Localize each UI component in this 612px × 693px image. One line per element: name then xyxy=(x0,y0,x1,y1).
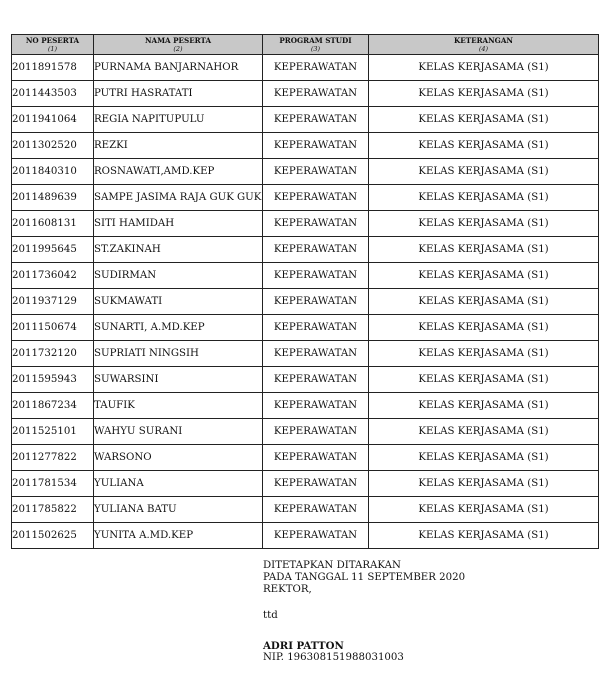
decree-line: DITETAPKAN DITARAKAN xyxy=(263,560,401,571)
cell-keterangan: KELAS KERJASAMA (S1) xyxy=(369,445,599,471)
cell-nama-peserta: SITI HAMIDAH xyxy=(94,211,263,237)
cell-no-peserta: 2011781534 xyxy=(12,471,94,497)
header-label: PROGRAM STUDI xyxy=(279,36,352,45)
table-row xyxy=(12,471,599,497)
table-row xyxy=(12,341,599,367)
header-label: NO PESERTA xyxy=(25,36,80,45)
cell-program-studi: KEPERAWATAN xyxy=(263,107,369,133)
signature-mark: ttd xyxy=(263,610,278,621)
cell-nama-peserta: ROSNAWATI,AMD.KEP xyxy=(94,159,263,185)
cell-keterangan: KELAS KERJASAMA (S1) xyxy=(369,107,599,133)
header-number: (1) xyxy=(47,45,58,53)
table-row xyxy=(12,107,599,133)
cell-program-studi: KEPERAWATAN xyxy=(263,393,369,419)
header-label: NAMA PESERTA xyxy=(144,36,212,45)
participant-table xyxy=(11,34,599,549)
table-row xyxy=(12,393,599,419)
header-number: (4) xyxy=(478,45,489,53)
cell-keterangan: KELAS KERJASAMA (S1) xyxy=(369,419,599,445)
cell-no-peserta: 2011941064 xyxy=(12,107,94,133)
cell-keterangan: KELAS KERJASAMA (S1) xyxy=(369,55,599,81)
cell-program-studi: KEPERAWATAN xyxy=(263,367,369,393)
cell-program-studi: KEPERAWATAN xyxy=(263,133,369,159)
cell-keterangan: KELAS KERJASAMA (S1) xyxy=(369,159,599,185)
cell-no-peserta: 2011443503 xyxy=(12,81,94,107)
cell-program-studi: KEPERAWATAN xyxy=(263,211,369,237)
table-row xyxy=(12,523,599,549)
header-number: (3) xyxy=(310,45,321,53)
cell-nama-peserta: SUPRIATI NINGSIH xyxy=(94,341,263,367)
table-row xyxy=(12,419,599,445)
header-no-peserta xyxy=(12,35,94,55)
cell-no-peserta: 2011785822 xyxy=(12,497,94,523)
cell-nama-peserta: SUNARTI, A.MD.KEP xyxy=(94,315,263,341)
cell-no-peserta: 2011608131 xyxy=(12,211,94,237)
cell-program-studi: KEPERAWATAN xyxy=(263,471,369,497)
cell-nama-peserta: YULIANA xyxy=(94,471,263,497)
cell-keterangan: KELAS KERJASAMA (S1) xyxy=(369,211,599,237)
cell-nama-peserta: WARSONO xyxy=(94,445,263,471)
table-body xyxy=(12,55,599,549)
cell-nama-peserta: SAMPE JASIMA RAJA GUK GUK xyxy=(94,185,263,211)
cell-no-peserta: 2011150674 xyxy=(12,315,94,341)
header-program-studi xyxy=(263,35,369,55)
cell-keterangan: KELAS KERJASAMA (S1) xyxy=(369,497,599,523)
cell-keterangan: KELAS KERJASAMA (S1) xyxy=(369,367,599,393)
cell-keterangan: KELAS KERJASAMA (S1) xyxy=(369,133,599,159)
table-row xyxy=(12,81,599,107)
cell-nama-peserta: SUKMAWATI xyxy=(94,289,263,315)
cell-nama-peserta: PURNAMA BANJARNAHOR xyxy=(94,55,263,81)
cell-nama-peserta: REZKI xyxy=(94,133,263,159)
cell-no-peserta: 2011302520 xyxy=(12,133,94,159)
table-row xyxy=(12,55,599,81)
table-row xyxy=(12,185,599,211)
cell-no-peserta: 2011995645 xyxy=(12,237,94,263)
header-number: (2) xyxy=(173,45,183,53)
cell-no-peserta: 2011277822 xyxy=(12,445,94,471)
cell-nama-peserta: YUNITA A.MD.KEP xyxy=(94,523,263,549)
table-row xyxy=(12,289,599,315)
header-nama-peserta xyxy=(94,35,263,55)
cell-program-studi: KEPERAWATAN xyxy=(263,237,369,263)
cell-program-studi: KEPERAWATAN xyxy=(263,185,369,211)
cell-program-studi: KEPERAWATAN xyxy=(263,289,369,315)
cell-program-studi: KEPERAWATAN xyxy=(263,341,369,367)
cell-nama-peserta: YULIANA BATU xyxy=(94,497,263,523)
cell-no-peserta: 2011732120 xyxy=(12,341,94,367)
cell-program-studi: KEPERAWATAN xyxy=(263,523,369,549)
signer-nip: NIP. 196308151988031003 xyxy=(263,652,404,663)
header-keterangan xyxy=(369,35,599,55)
table-row xyxy=(12,263,599,289)
cell-keterangan: KELAS KERJASAMA (S1) xyxy=(369,393,599,419)
cell-no-peserta: 2011891578 xyxy=(12,55,94,81)
cell-nama-peserta: WAHYU SURANI xyxy=(94,419,263,445)
cell-keterangan: KELAS KERJASAMA (S1) xyxy=(369,185,599,211)
table-row xyxy=(12,159,599,185)
cell-keterangan: KELAS KERJASAMA (S1) xyxy=(369,289,599,315)
cell-program-studi: KEPERAWATAN xyxy=(263,445,369,471)
table-row xyxy=(12,133,599,159)
cell-nama-peserta: TAUFIK xyxy=(94,393,263,419)
cell-nama-peserta: SUWARSINI xyxy=(94,367,263,393)
table-row xyxy=(12,367,599,393)
signer-name: ADRI PATTON xyxy=(263,640,344,652)
signer-title: REKTOR, xyxy=(263,584,312,595)
cell-nama-peserta: PUTRI HASRATATI xyxy=(94,81,263,107)
cell-program-studi: KEPERAWATAN xyxy=(263,81,369,107)
cell-program-studi: KEPERAWATAN xyxy=(263,497,369,523)
cell-no-peserta: 2011937129 xyxy=(12,289,94,315)
cell-keterangan: KELAS KERJASAMA (S1) xyxy=(369,523,599,549)
cell-program-studi: KEPERAWATAN xyxy=(263,159,369,185)
cell-keterangan: KELAS KERJASAMA (S1) xyxy=(369,315,599,341)
cell-program-studi: KEPERAWATAN xyxy=(263,263,369,289)
cell-program-studi: KEPERAWATAN xyxy=(263,55,369,81)
cell-no-peserta: 2011867234 xyxy=(12,393,94,419)
table-row xyxy=(12,497,599,523)
table-header-row xyxy=(12,35,599,55)
cell-keterangan: KELAS KERJASAMA (S1) xyxy=(369,263,599,289)
cell-keterangan: KELAS KERJASAMA (S1) xyxy=(369,237,599,263)
table-row xyxy=(12,237,599,263)
decree-date: PADA TANGGAL 11 SEPTEMBER 2020 xyxy=(263,572,466,583)
cell-keterangan: KELAS KERJASAMA (S1) xyxy=(369,81,599,107)
cell-no-peserta: 2011840310 xyxy=(12,159,94,185)
cell-nama-peserta: SUDIRMAN xyxy=(94,263,263,289)
cell-no-peserta: 2011736042 xyxy=(12,263,94,289)
table-row xyxy=(12,445,599,471)
table-row xyxy=(12,211,599,237)
cell-no-peserta: 2011502625 xyxy=(12,523,94,549)
cell-program-studi: KEPERAWATAN xyxy=(263,419,369,445)
cell-no-peserta: 2011489639 xyxy=(12,185,94,211)
cell-program-studi: KEPERAWATAN xyxy=(263,315,369,341)
cell-nama-peserta: REGIA NAPITUPULU xyxy=(94,107,263,133)
cell-keterangan: KELAS KERJASAMA (S1) xyxy=(369,341,599,367)
cell-no-peserta: 2011595943 xyxy=(12,367,94,393)
cell-no-peserta: 2011525101 xyxy=(12,419,94,445)
cell-nama-peserta: ST.ZAKINAH xyxy=(94,237,263,263)
signature-block xyxy=(263,560,465,664)
header-label: KETERANGAN xyxy=(454,36,513,45)
cell-keterangan: KELAS KERJASAMA (S1) xyxy=(369,471,599,497)
table-row xyxy=(12,315,599,341)
